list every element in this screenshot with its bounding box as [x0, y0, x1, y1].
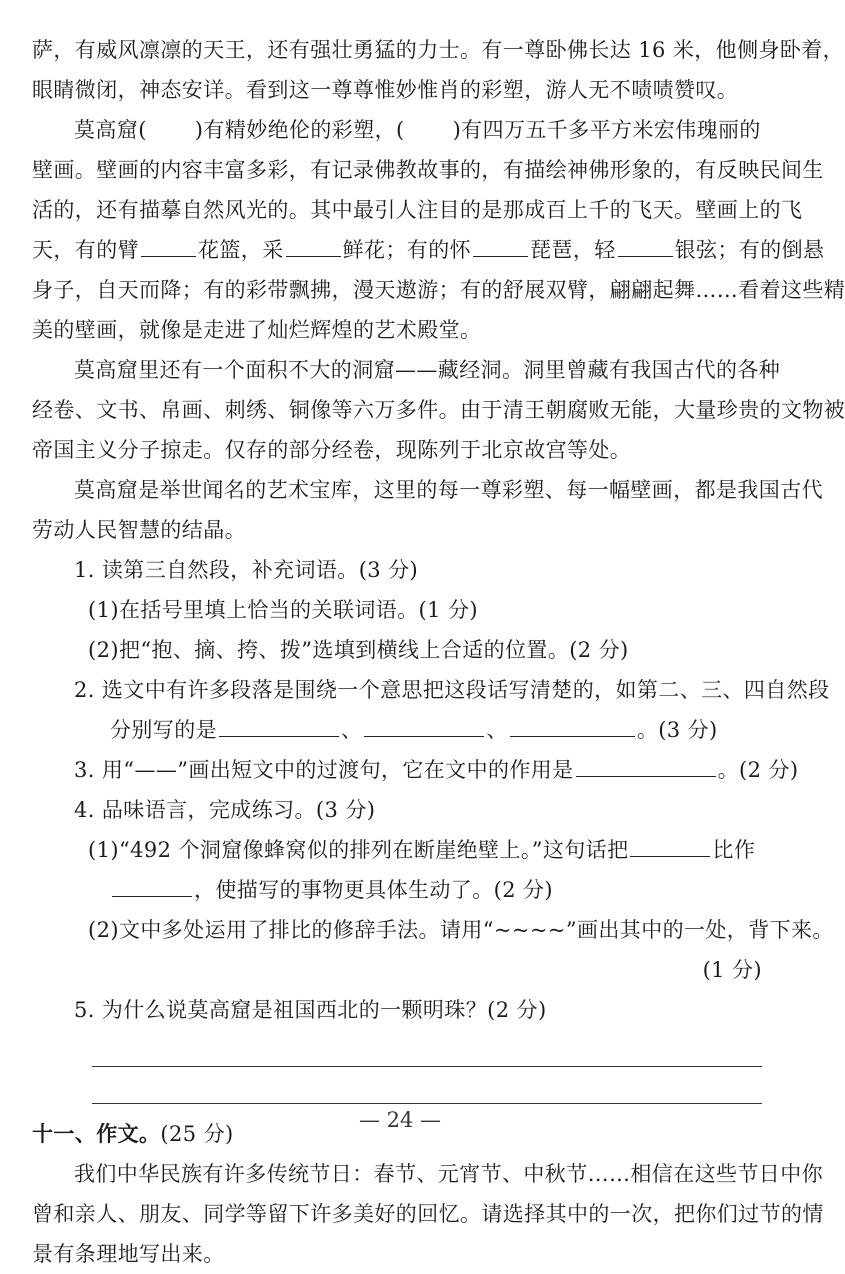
q3-text-a: 3. 用“——”画出短文中的过渡句，它在文中的作用是	[74, 758, 574, 782]
composition-score: (25 分)	[160, 1122, 234, 1146]
question-2-line1: 2. 选文中有许多段落是围绕一个意思把这段话写清楚的，如第二、三、四自然段	[74, 678, 830, 702]
q2-separator-2: 、	[486, 718, 508, 742]
question-4-part-2-line1: (2)文中多处运用了排比的修辞手法。请用“~~~~”画出其中的一处，背下来。	[88, 918, 834, 942]
composition-line3: 景有条理地写出来。	[32, 1242, 225, 1266]
q3-text-b: 。(2 分)	[717, 758, 799, 782]
composition-line2: 曾和亲人、朋友、同学等留下许多美好的回忆。请选择其中的一次，把你们过节的情	[32, 1202, 824, 1226]
question-4-part-2-line2: (1 分)	[702, 958, 762, 982]
p2-text-b: )有精妙绝伦的彩塑，(	[194, 118, 405, 142]
question-4-part-1-line1	[32, 830, 764, 870]
question-5: 5. 为什么说莫高窟是祖国西北的一颗明珠？(2 分)	[74, 998, 547, 1022]
q4-1-text-b: 比作	[712, 838, 756, 862]
question-1-part-1: (1)在括号里填上恰当的关联词语。(1 分)	[88, 598, 478, 622]
q4-1-text-a: (1)“492 个洞窟像蜂窝似的排列在断崖绝壁上。”这句话把	[88, 838, 629, 862]
page-number: — 24 —	[358, 1108, 442, 1132]
q2-answer-blank-1[interactable]	[219, 735, 339, 737]
question-2-line2	[32, 710, 764, 750]
passage-p2-line6: 美的壁画，就像是走进了灿烂辉煌的艺术殿堂。	[32, 318, 482, 342]
q2-answer-blank-3[interactable]	[510, 735, 635, 737]
p2-text-a: 莫高窟(	[74, 118, 147, 142]
blank-line-verb-2[interactable]	[286, 255, 341, 257]
passage-p2-line2: 壁画。壁画的内容丰富多彩，有记录佛教故事的，有描绘神佛形象的，有反映民间生	[32, 158, 824, 182]
p2-l4-text-a: 天，有的臂	[32, 238, 139, 262]
q4-1-text-c: ，使描写的事物更具体生动了。(2 分)	[194, 878, 554, 902]
p2-l4-text-e: 银弦；有的倒悬	[674, 238, 825, 262]
question-1: 1. 读第三自然段，补充词语。(3 分)	[74, 558, 419, 582]
question-1-part-2: (2)把“抱、摘、挎、拨”选填到横线上合适的位置。(2 分)	[88, 638, 629, 662]
passage-p2-line5: 身子，自天而降；有的彩带飘拂，漫天遨游；有的舒展双臂，翩翩起舞……看着这些精	[32, 278, 845, 302]
q5-answer-line-1[interactable]	[92, 1030, 762, 1067]
q2-text-b: 。(3 分)	[636, 718, 718, 742]
question-3	[32, 750, 799, 790]
q5-answer-line-2[interactable]	[92, 1067, 762, 1104]
passage-p1-line1: 萨，有威风凛凛的天王，还有强壮勇猛的力士。有一尊卧佛长达 16 米，他侧身卧着，	[32, 38, 845, 62]
passage-p4-line2: 劳动人民智慧的结晶。	[32, 518, 246, 542]
passage-p2-line3: 活的，还有描摹自然风光的。其中最引人注目的是那成百上千的飞天。壁画上的飞	[32, 198, 803, 222]
composition-line1: 我们中华民族有许多传统节日：春节、元宵节、中秋节……相信在这些节日中你	[74, 1162, 823, 1186]
passage-p3-line2: 经卷、文书、帛画、刺绣、铜像等六万多件。由于清王朝腐败无能，大量珍贵的文物被	[32, 398, 845, 422]
p2-l4-text-b: 花篮，采	[198, 238, 284, 262]
p2-l4-text-d: 琵琶，轻	[530, 238, 616, 262]
passage-p3-line3: 帝国主义分子掠走。仅存的部分经卷，现陈列于北京故宫等处。	[32, 438, 632, 462]
blank-line-verb-4[interactable]	[618, 255, 673, 257]
composition-heading: 十一、作文。	[32, 1122, 161, 1146]
passage-p3-line1: 莫高窟里还有一个面积不大的洞窟——藏经洞。洞里曾藏有我国古代的各种	[74, 358, 781, 382]
question-4: 4. 品味语言，完成练习。(3 分)	[74, 798, 376, 822]
q2-separator-1: 、	[341, 718, 363, 742]
q4-1-answer-blank-1[interactable]	[630, 855, 710, 857]
p2-text-c: )有四万五千多平方米宏伟瑰丽的	[452, 118, 761, 142]
passage-p2-line4	[32, 230, 825, 270]
passage-p4-line1: 莫高窟是举世闻名的艺术宝库，这里的每一尊彩塑、每一幅壁画，都是我国古代	[74, 478, 823, 502]
q2-answer-blank-2[interactable]	[364, 735, 484, 737]
q4-1-answer-blank-2[interactable]	[112, 895, 192, 897]
blank-line-verb-3[interactable]	[473, 255, 528, 257]
q2-text-a: 分别写的是	[110, 718, 217, 742]
q3-answer-blank[interactable]	[576, 775, 716, 777]
blank-line-verb-1[interactable]	[141, 255, 196, 257]
passage-p1-line2: 眼睛微闭，神态安详。看到这一尊尊惟妙惟肖的彩塑，游人无不啧啧赞叹。	[32, 78, 739, 102]
question-4-part-1-line2	[32, 870, 764, 910]
passage-p2-line1	[32, 110, 764, 150]
p2-l4-text-c: 鲜花；有的怀	[342, 238, 472, 262]
